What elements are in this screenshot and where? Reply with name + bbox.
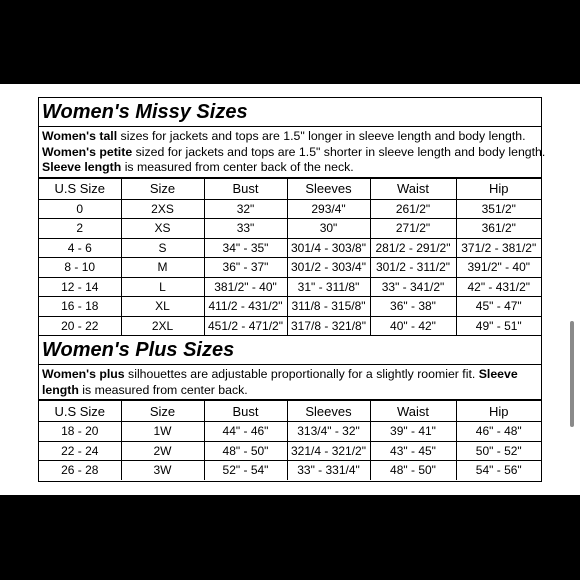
desc-bold: Sleeve length <box>42 367 518 397</box>
table-cell: M <box>121 258 204 278</box>
column-header: Bust <box>204 178 287 199</box>
missy-desc-line <box>42 160 538 176</box>
table-cell: 46" - 48" <box>456 422 541 442</box>
column-header: Bust <box>204 401 287 422</box>
desc-bold: Women's tall <box>42 129 118 143</box>
table-cell: 42" - 431/2" <box>456 277 541 297</box>
table-cell: L <box>121 277 204 297</box>
column-header: Sleeves <box>287 401 370 422</box>
table-row <box>39 277 541 297</box>
missy-title: Women's Missy Sizes <box>39 98 541 127</box>
size-chart <box>38 97 546 482</box>
table-cell: 301/4 - 303/8" <box>287 238 370 258</box>
table-cell: 39" - 41" <box>370 422 456 442</box>
table-cell: XS <box>121 219 204 239</box>
table-cell: 451/2 - 471/2" <box>204 316 287 336</box>
column-header: Hip <box>456 178 541 199</box>
desc-bold: Sleeve length <box>42 160 122 174</box>
table-row <box>39 422 541 442</box>
table-cell: 54" - 56" <box>456 461 541 480</box>
table-cell: 16 - 18 <box>39 297 121 317</box>
table-cell: 12 - 14 <box>39 277 121 297</box>
table-header-row <box>39 178 541 199</box>
table-cell: 26 - 28 <box>39 461 121 480</box>
column-header: Size <box>121 178 204 199</box>
table-cell: 411/2 - 431/2" <box>204 297 287 317</box>
column-header: Hip <box>456 401 541 422</box>
table-cell: 317/8 - 321/8" <box>287 316 370 336</box>
plus-title: Women's Plus Sizes <box>39 336 541 365</box>
desc-bold: Women's plus <box>42 367 125 381</box>
table-cell: 48" - 50" <box>204 441 287 461</box>
table-cell: 33" - 341/2" <box>370 277 456 297</box>
table-row <box>39 238 541 258</box>
table-cell: 313/4" - 32" <box>287 422 370 442</box>
table-cell: 8 - 10 <box>39 258 121 278</box>
table-cell: 2 <box>39 219 121 239</box>
table-cell: 1W <box>121 422 204 442</box>
table-row <box>39 258 541 278</box>
table-cell: 45" - 47" <box>456 297 541 317</box>
table-cell: 361/2" <box>456 219 541 239</box>
table-header-row <box>39 401 541 422</box>
table-row <box>39 441 541 461</box>
table-cell: 30" <box>287 219 370 239</box>
missy-size-table <box>39 178 541 337</box>
table-cell: 33" - 331/4" <box>287 461 370 480</box>
table-cell: 301/2 - 303/4" <box>287 258 370 278</box>
desc-text: sized for jackets and tops are 1.5" shorter in sleeve length and body length. <box>132 144 546 159</box>
table-cell: 33" <box>204 219 287 239</box>
table-cell: 293/4" <box>287 199 370 219</box>
scrollbar[interactable] <box>570 321 574 427</box>
missy-description <box>39 127 546 178</box>
table-cell: 36" - 38" <box>370 297 456 317</box>
missy-desc-line <box>42 129 538 145</box>
table-cell: 18 - 20 <box>39 422 121 442</box>
table-cell: 4 - 6 <box>39 238 121 258</box>
table-cell: 2W <box>121 441 204 461</box>
plus-size-table <box>39 400 541 480</box>
table-cell: 271/2" <box>370 219 456 239</box>
column-header: Waist <box>370 401 456 422</box>
table-cell: 391/2" - 40" <box>456 258 541 278</box>
table-row <box>39 461 541 480</box>
column-header: Sleeves <box>287 178 370 199</box>
table-cell: 31" - 311/8" <box>287 277 370 297</box>
table-cell: 2XS <box>121 199 204 219</box>
table-cell: 32" <box>204 199 287 219</box>
table-cell: 321/4 - 321/2" <box>287 441 370 461</box>
table-cell: 40" - 42" <box>370 316 456 336</box>
table-row <box>39 297 541 317</box>
table-cell: 44" - 46" <box>204 422 287 442</box>
desc-text: silhouettes are adjustable proportionally for a slightly roomier fit. <box>124 367 479 381</box>
table-cell: 371/2 - 381/2" <box>456 238 541 258</box>
desc-bold: Women's petite <box>42 144 133 159</box>
table-cell: 311/8 - 315/8" <box>287 297 370 317</box>
plus-description <box>39 365 541 400</box>
column-header: Size <box>121 401 204 422</box>
table-cell: 48" - 50" <box>370 461 456 480</box>
column-header: U.S Size <box>39 401 121 422</box>
table-cell: 301/2 - 311/2" <box>370 258 456 278</box>
table-cell: 52" - 54" <box>204 461 287 480</box>
table-cell: 43" - 45" <box>370 441 456 461</box>
missy-desc-line <box>42 144 546 161</box>
table-cell: 49" - 51" <box>456 316 541 336</box>
table-cell: 3W <box>121 461 204 480</box>
table-cell: 261/2" <box>370 199 456 219</box>
table-cell: S <box>121 238 204 258</box>
table-cell: 281/2 - 291/2" <box>370 238 456 258</box>
table-cell: 0 <box>39 199 121 219</box>
table-row <box>39 316 541 336</box>
table-cell: 50" - 52" <box>456 441 541 461</box>
table-cell: 2XL <box>121 316 204 336</box>
table-row <box>39 199 541 219</box>
desc-text: sizes for jackets and tops are 1.5" longer in sleeve length and body length. <box>117 129 526 143</box>
table-row <box>39 219 541 239</box>
table-cell: 36" - 37" <box>204 258 287 278</box>
desc-text: is measured from center back. <box>78 382 248 397</box>
table-cell: 381/2" - 40" <box>204 277 287 297</box>
table-cell: 34" - 35" <box>204 238 287 258</box>
column-header: U.S Size <box>39 178 121 199</box>
table-cell: 351/2" <box>456 199 541 219</box>
table-cell: 22 - 24 <box>39 441 121 461</box>
desc-text: is measured from center back of the neck. <box>121 160 354 174</box>
column-header: Waist <box>370 178 456 199</box>
table-cell: 20 - 22 <box>39 316 121 336</box>
table-cell: XL <box>121 297 204 317</box>
